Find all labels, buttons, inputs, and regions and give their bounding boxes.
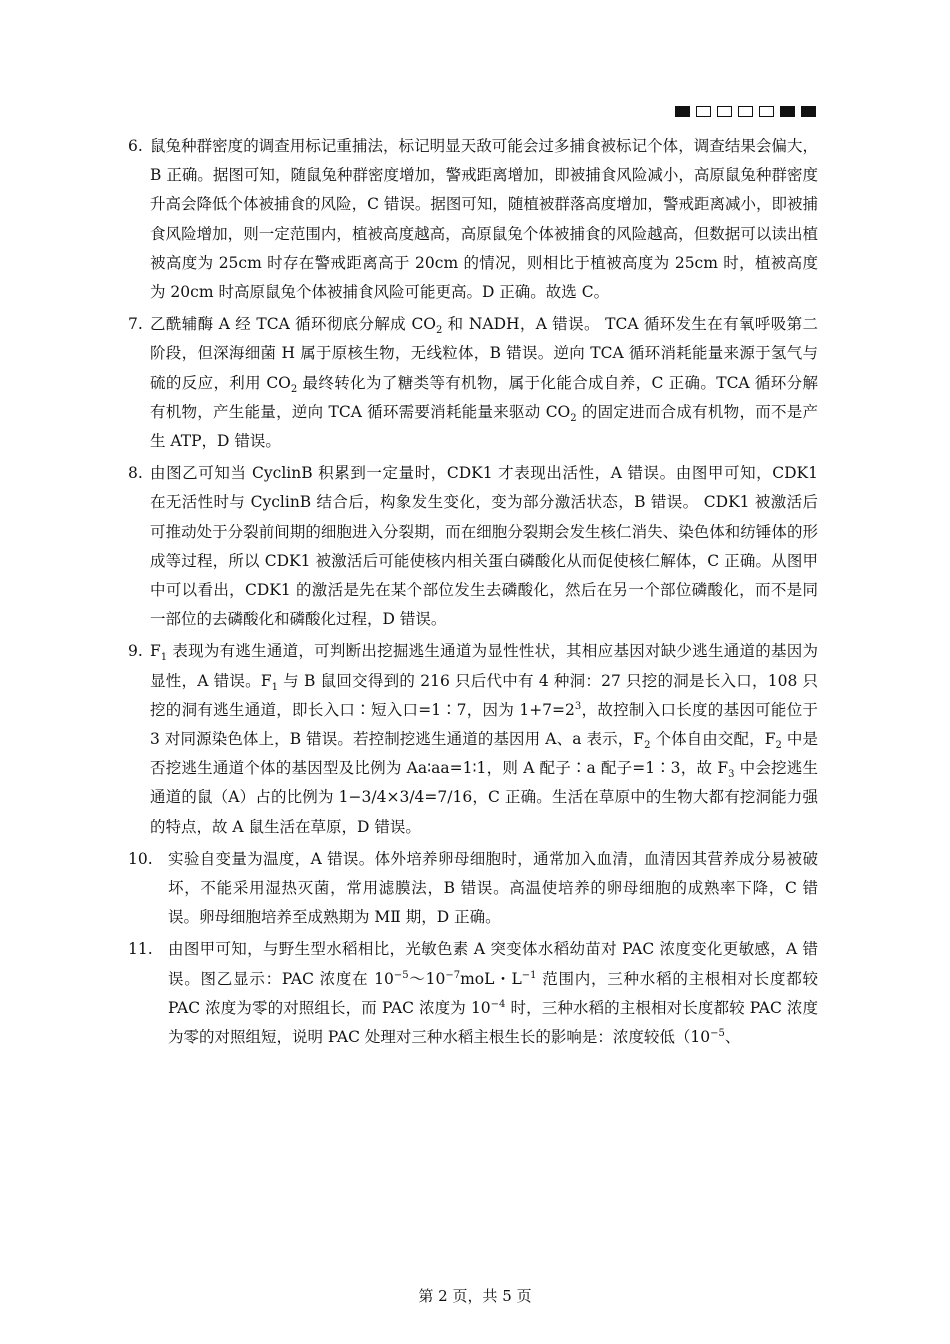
explanation-item: [128, 459, 818, 634]
empty-square-mark: [696, 106, 711, 117]
item-text: 鼠兔种群密度的调查用标记重捕法，标记明显天敌可能会过多捕食被标记个体，调查结果会偏大，B 正确。据图可知，随鼠兔种群密度增加，警戒距离增加，即被捕食风险减小，高原鼠兔种群密度升高会降低个体被捕食的风险，C 错误。据图可知，随植被群落高度增加，警戒距离减小，即被捕食风险增加，则一定范围内，植被高度越高，高原鼠兔个体被捕食的风险越高，但数据可以读出植被高度为 25cm 时存在警戒距离高于 20cm 的情况，则相比于植被高度为 25cm 时，植被高度为 20cm 时高原鼠兔个体被捕食风险可能更高。D 正确。故选 C。: [150, 137, 818, 302]
empty-square-mark: [738, 106, 753, 117]
item-number: 9.: [128, 642, 143, 661]
item-text: 由图乙可知当 CyclinB 积累到一定量时，CDK1 才表现出活性，A 错误。由图甲可知，CDK1 在无活性时与 CyclinB 结合后，构象发生变化，变为部分激活状态，B 错误。 CDK1 被激活后可推动处于分裂前间期的细胞进入分裂期，而在细胞分裂期会发生核仁消失、染色体和纺锤体的形成等过程，所以 CDK1 被激活后可能使核内相关蛋白磷酸化从而促使核仁解体，C 正确。从图甲中可以看出，CDK1 的激活是先在某个部位发生去磷酸化，然后在另一个部位磷酸化，而不是同一部位的去磷酸化和磷酸化过程，D 错误。: [150, 464, 818, 629]
item-number: 6.: [128, 137, 143, 155]
item-number: 11.: [128, 940, 153, 959]
explanation-item: [128, 935, 818, 1052]
item-number: 7.: [128, 315, 143, 334]
item-number: 8.: [128, 464, 143, 483]
empty-square-mark: [759, 106, 774, 117]
item-text: 实验自变量为温度，A 错误。体外培养卵母细胞时，通常加入血清，血清因其营养成分易被破坏，不能采用湿热灭菌，常用滤膜法，B 错误。高温使培养的卵母细胞的成熟率下降，C 错误。卵母细胞培养至成熟期为 MⅡ 期，D 正确。: [168, 849, 818, 927]
item-text: 由图甲可知，与野生型水稻相比，光敏色素 A 突变体水稻幼苗对 PAC 浓度变化更敏感，A 错误。图乙显示：PAC 浓度在 $10^{-5}\sim 10^{-7}moL$・$L^{-1}$ 范围内，三种水稻的主根相对长度都较 PAC 浓度为零的对照组长，而 PAC 浓度为 $10^{-4}$ 时，三种水稻的主根相对长度都较 PAC 浓度为零的对照组短，说明 PAC 处理对三种水稻主根生长的影响是：浓度较低（$10^{-5}$、: [168, 940, 818, 1047]
answer-explanations: [128, 132, 818, 1055]
explanation-item: [128, 845, 818, 933]
explanation-item: [128, 637, 818, 841]
item-number: 10.: [128, 849, 153, 868]
explanation-item: [128, 132, 818, 307]
header-marks: [675, 106, 816, 117]
empty-square-mark: [717, 106, 732, 117]
explanation-item: [128, 310, 818, 456]
page-footer: 第 2 页，共 5 页: [418, 1287, 532, 1305]
filled-square-mark: [801, 106, 816, 117]
filled-square-mark: [675, 106, 690, 117]
item-text: 乙酰辅酶 A 经 TCA 循环彻底分解成 $CO_2$ 和 NADH，A 错误。 TCA 循环发生在有氧呼吸第二阶段，但深海细菌 H 属于原核生物，无线粒体，B 错误。逆向 TCA 循环消耗能量来源于氢气与硫的反应，利用 $CO_2$ 最终转化为了糖类等有机物，属于化能合成自养，C 正确。TCA 循环分解有机物，产生能量，逆向 TCA 循环需要消耗能量来驱动 $CO_2$ 的固定进而合成有机物，而不是产生 ATP，D 错误。: [150, 315, 818, 451]
filled-square-mark: [780, 106, 795, 117]
item-text: $F_1$ 表现为有逃生通道，可判断出挖掘逃生通道为显性性状，其相应基因对缺少逃生通道的基因为显性，A 错误。$F_1$ 与 B 鼠回交得到的 216 只后代中有 4 种洞：27 只挖的洞是长入口，108 只挖的洞有逃生通道，即长入口∶短入口=1∶7，因为 $1+7=2^3$，故控制入口长度的基因可能位于 3 对同源染色体上，B 错误。若控制挖逃生通道的基因用 A、a 表示，$F_2$ 个体自由交配，$F_2$ 中是否挖逃生通道个体的基因型及比例为 Aa∶aa=1∶1，则 A 配子∶a 配子=1∶3，故 $F_3$ 中会挖逃生通道的鼠（A）占的比例为 1−3/4×3/4=7/16，C 正确。生活在草原中的生物大都有挖洞能力强的特点，故 A 鼠生活在草原，D 错误。: [150, 642, 819, 836]
